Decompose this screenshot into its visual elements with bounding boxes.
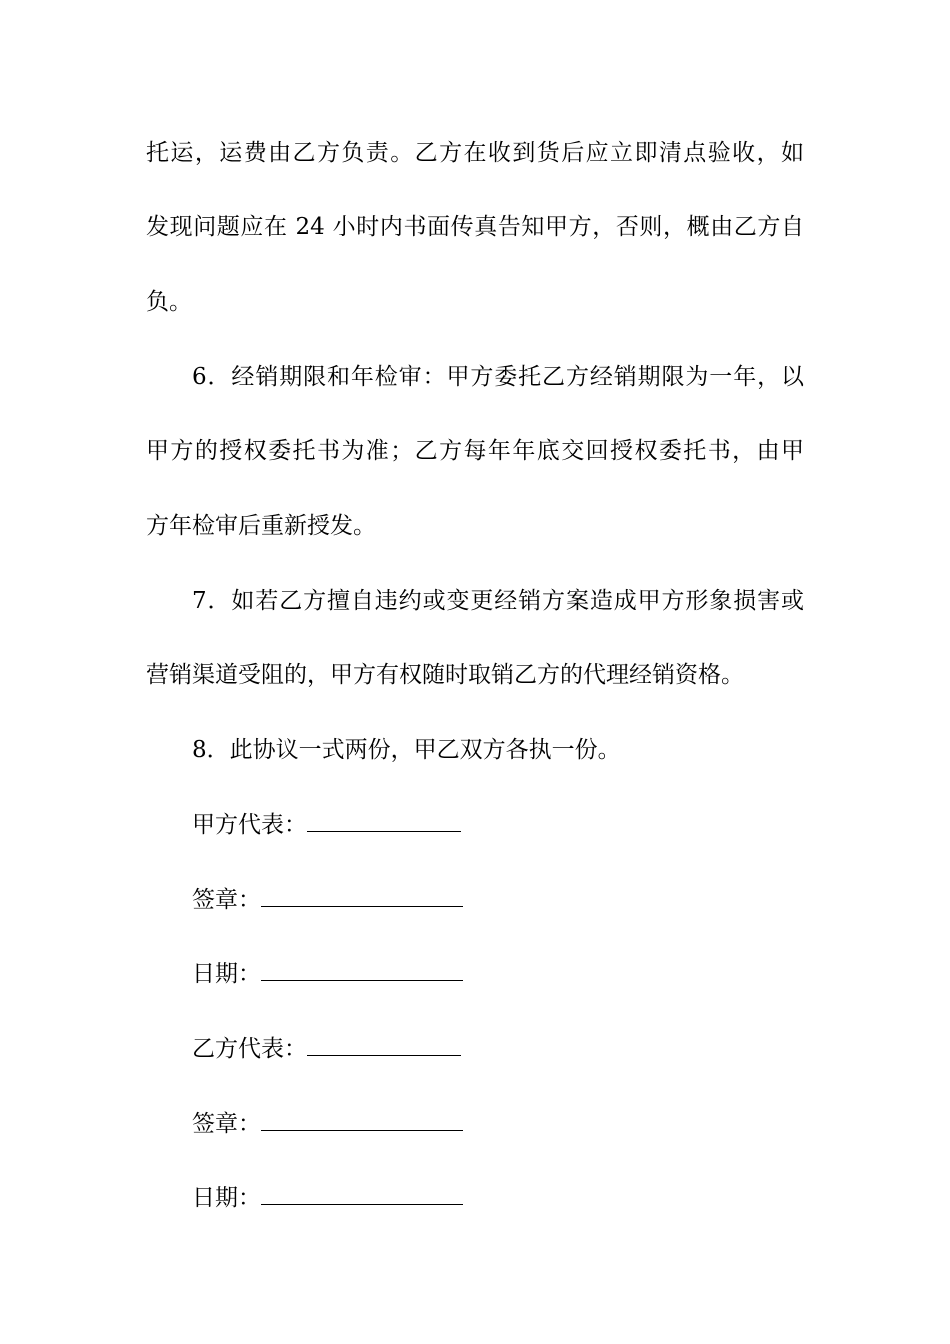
body-line: 甲方的授权委托书为准；乙方每年年底交回授权委托书，由甲 [146,438,804,464]
clause-8-line: 8．此协议一式两份，甲乙双方各执一份。 [192,737,621,763]
clause-7-line: 7．如若乙方擅自违约或变更经销方案造成甲方形象损害或 [192,588,804,614]
party-a-rep-label: 甲方代表： [192,812,307,838]
party-b-seal [192,1108,463,1139]
party-a-date-blank[interactable] [261,958,463,981]
party-a-seal [192,884,463,915]
body-line: 负。 [146,289,192,315]
body-line: 营销渠道受阻的，甲方有权随时取销乙方的代理经销资格。 [146,662,744,688]
party-b-rep-blank[interactable] [307,1033,461,1056]
party-b-seal-label: 签章： [192,1111,261,1137]
party-b-date-label: 日期： [192,1185,261,1211]
party-b-date [192,1182,463,1213]
party-a-date [192,958,463,989]
clause-6-line: 6．经销期限和年检审：甲方委托乙方经销期限为一年，以 [192,364,804,390]
party-b-date-blank[interactable] [261,1182,463,1205]
party-a-seal-blank[interactable] [261,884,463,907]
party-a-rep-blank[interactable] [307,809,461,832]
body-line: 方年检审后重新授发。 [146,513,376,539]
body-line: 发现问题应在 24 小时内书面传真告知甲方，否则，概由乙方自 [146,214,804,240]
body-line: 托运，运费由乙方负责。乙方在收到货后应立即清点验收，如 [146,140,804,166]
party-a-representative [192,809,461,840]
party-b-rep-label: 乙方代表： [192,1036,307,1062]
party-b-representative [192,1033,461,1064]
party-a-seal-label: 签章： [192,887,261,913]
party-b-seal-blank[interactable] [261,1108,463,1131]
party-a-date-label: 日期： [192,961,261,987]
